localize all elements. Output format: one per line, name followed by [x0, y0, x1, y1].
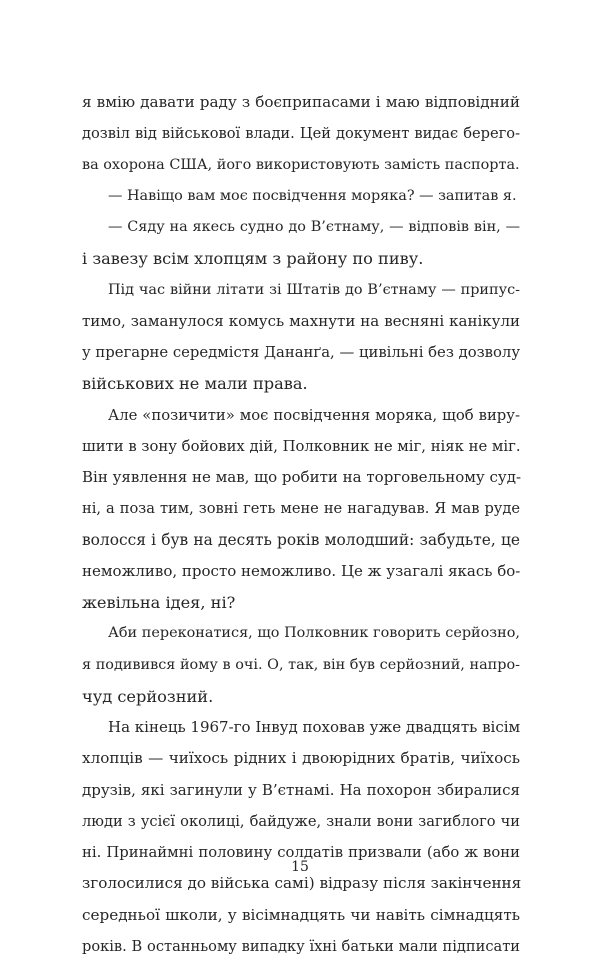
text-line: жевільна ідея, ні?	[82, 593, 236, 612]
page-number: 15	[291, 859, 309, 875]
text-line: я вмію давати раду з боєприпасами і маю відповідний	[82, 93, 520, 111]
text-line: шити в зону бойових дій, Полковник не міг, ніяк не міг.	[82, 437, 521, 455]
text-line: неможливо, просто неможливо. Це ж узагалі якась бо-	[82, 561, 521, 580]
text-line: Він уявлення не мав, що робити на торговельному суд-	[82, 468, 522, 486]
text-line: у прегарне середмістя Дананґа, — цивільні без дозволу	[82, 344, 521, 361]
text-line: ва охорона США, його використовують замість паспорта.	[82, 156, 520, 173]
text-line: — Навіщо вам моє посвідчення моряка? — запитав я.	[108, 187, 517, 204]
text-line: дозвіл від військової влади. Цей документ видає берего-	[82, 125, 520, 143]
text-line: друзів, які загинули у В’єтнамі. На похорон збиралися	[82, 780, 520, 799]
text-line: зголосилися до війська самі) відразу після закінчення	[82, 874, 522, 893]
text-line: військових не мали права.	[82, 374, 308, 394]
text-line: На кінець 1967-го Інвуд поховав уже двадцять вісім	[108, 718, 521, 736]
text-line: Під час війни літати зі Штатів до В’єтнаму — припус-	[108, 281, 520, 298]
text-line: волосся і був на десять років молодший: забудьте, це	[82, 530, 520, 549]
text-line: середньої школи, у вісімнадцять чи навіть сімнадцять	[82, 905, 520, 924]
text-line: Але «позичити» моє посвідчення моряка, щоб виру-	[108, 406, 520, 424]
text-line: люди з усієї околиці, байдуже, знали вони загиблого чи	[82, 812, 520, 830]
text-line: тимо, заманулося комусь махнути на весняні канікули	[82, 311, 520, 330]
page-body-text	[82, 87, 520, 962]
text-line: і завезу всім хлопцям з району по пиву.	[82, 249, 424, 269]
text-line: років. В останньому випадку їхні батьки мали підписати	[82, 937, 520, 955]
text-line: я подивився йому в очі. О, так, він був серйозний, напро-	[82, 656, 520, 673]
text-line: — Сяду на якесь судно до В’єтнаму, — відповів він, —	[108, 219, 520, 235]
text-line: ні, а поза тим, зовні геть мене не нагадував. Я мав руде	[82, 500, 520, 518]
text-line: чуд серйозний.	[82, 686, 214, 706]
text-line: Аби переконатися, що Полковник говорить серйозно,	[108, 625, 520, 642]
text-line: ні. Принаймні половину солдатів призвали (або ж вони	[82, 844, 520, 861]
text-line: хлопців — чиїхось рідних і двоюрідних братів, чиїхось	[82, 749, 520, 768]
